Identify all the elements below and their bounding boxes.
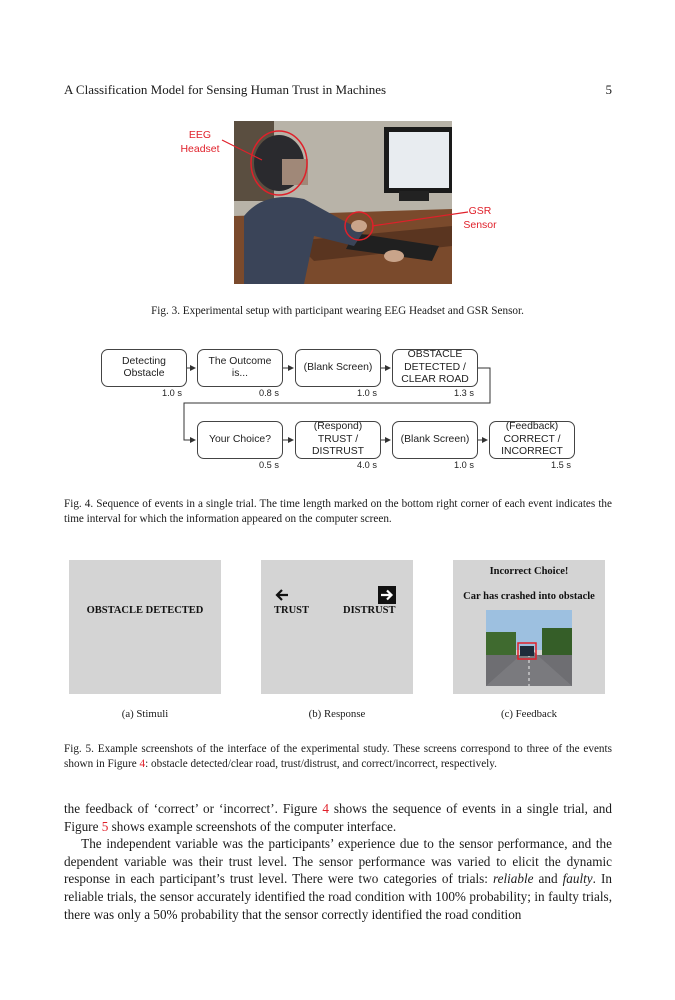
fig5-subcaption-stimuli: (a) Stimuli (121, 708, 169, 720)
right-arrow-icon (378, 586, 396, 604)
fig4-box-text: The Outcome (208, 355, 272, 367)
fig4-duration: 0.5 s (259, 460, 279, 470)
fig4-duration: 1.5 s (551, 460, 571, 470)
fig4-box-text: is... (231, 368, 249, 379)
body-text-segment: shows the sequence of events in a single trial, and Figure (64, 801, 612, 834)
fig4-duration: 1.0 s (357, 388, 377, 398)
fig5-distrust-label: DISTRUST (343, 605, 396, 616)
fig4-box-text: Detecting (122, 355, 166, 367)
fig4-duration: 0.8 s (259, 388, 279, 398)
fig5-feedback-line1: Incorrect Choice! (489, 566, 569, 577)
fig5-response-screen (261, 560, 413, 694)
fig5-stimuli-text: OBSTACLE DETECTED (86, 605, 204, 616)
body-text-segment: and (533, 871, 563, 887)
body-text-segment: the feedback of ‘correct’ or ‘incorrect’. Figure (64, 801, 323, 816)
fig4-box-text: OBSTACLE (407, 349, 463, 361)
body-text-segment: . In reliable trials, the sensor accurately identified the road condition with 100% probability; in faulty trials, there was only a 50% probability that the sensor correctly identified the road condition (64, 871, 612, 922)
fig4-duration: 1.3 s (454, 388, 474, 398)
fig4-duration: 4.0 s (357, 460, 377, 470)
fig3-label-eeg-line2: Headset (180, 143, 220, 155)
fig5-caption (64, 742, 612, 772)
fig5-caption-text-2: : obstacle detected/clear road, trust/distrust, and correct/incorrect, respectively. (145, 758, 497, 770)
fig5-subcaption-response: (b) Response (308, 708, 366, 720)
fig4-box-text: (Feedback) (505, 421, 559, 433)
body-paragraph-1 (64, 800, 612, 835)
fig4-box-text: (Blank Screen) (400, 433, 470, 445)
fig3-label-eeg-line1: EEG (188, 129, 212, 141)
page-number: 5 (605, 82, 612, 97)
fig5-subcaption-feedback: (c) Feedback (500, 708, 558, 720)
fig4-box-text: DISTRUST (312, 446, 364, 458)
fig4-duration: 1.0 s (454, 460, 474, 470)
fig5-feedback-line2: Car has crashed into obstacle (463, 591, 595, 602)
body-text (64, 800, 612, 923)
body-text-segment: shows example screenshots of the computer interface. (108, 818, 397, 834)
fig3-label-gsr-line2: Sensor (463, 219, 497, 231)
fig4-box-text: DETECTED / (404, 361, 466, 373)
fig4-box-text: (Blank Screen) (303, 361, 373, 373)
fig4-box-text: CLEAR ROAD (401, 374, 469, 386)
fig5-crash-road-image (486, 610, 572, 686)
fig4-box-text: INCORRECT (501, 446, 563, 458)
figure-5-reference-link[interactable]: 5 (101, 818, 109, 834)
running-head-title: A Classification Model for Sensing Human Trust in Machines (64, 82, 387, 97)
body-text-segment: The independent variable was the participants’ experience due to the sensor performance, and the dependent variable was their trust level. The sensor performance was varied to elicit the dynamic response in each participant’s trust level. There were two categories of trials: (64, 836, 612, 887)
figure-4-reference-link[interactable]: 4 (139, 758, 146, 770)
fig4-box-text: Your Choice? (208, 433, 271, 445)
fig4-box-text: (Respond) (313, 421, 363, 433)
fig4-duration: 1.0 s (162, 388, 182, 398)
fig4-box-text: Obstacle (123, 368, 165, 379)
fig4-caption: Fig. 4. Sequence of events in a single trial. The time length marked on the bottom right corner of each event indicates the time interval for which the information appeared on the computer screen. (64, 498, 612, 525)
fig5-caption-text-1: Fig. 5. Example screenshots of the interface of the experimental study. These screens correspond to three of the events shown in Figure (64, 743, 612, 770)
fig5-trust-label: TRUST (274, 605, 310, 616)
fig3-caption: Fig. 3. Experimental setup with participant wearing EEG Headset and GSR Sensor. (151, 305, 524, 317)
body-text-emphasis: faulty (562, 871, 593, 887)
figure-4-reference-link[interactable]: 4 (322, 801, 329, 816)
fig4-box-text: CORRECT / (503, 433, 561, 445)
body-paragraph-2 (64, 835, 612, 923)
fig3-leader-lines (0, 0, 675, 320)
fig5-feedback-screen (453, 560, 605, 694)
fig5-stimuli-screen (69, 560, 221, 694)
left-arrow-icon (275, 588, 289, 602)
body-text-emphasis: reliable (492, 871, 534, 887)
fig3-label-gsr-line1: GSR (468, 205, 492, 217)
fig4-arrows (0, 340, 675, 470)
fig4-box-text: TRUST / (317, 433, 359, 445)
